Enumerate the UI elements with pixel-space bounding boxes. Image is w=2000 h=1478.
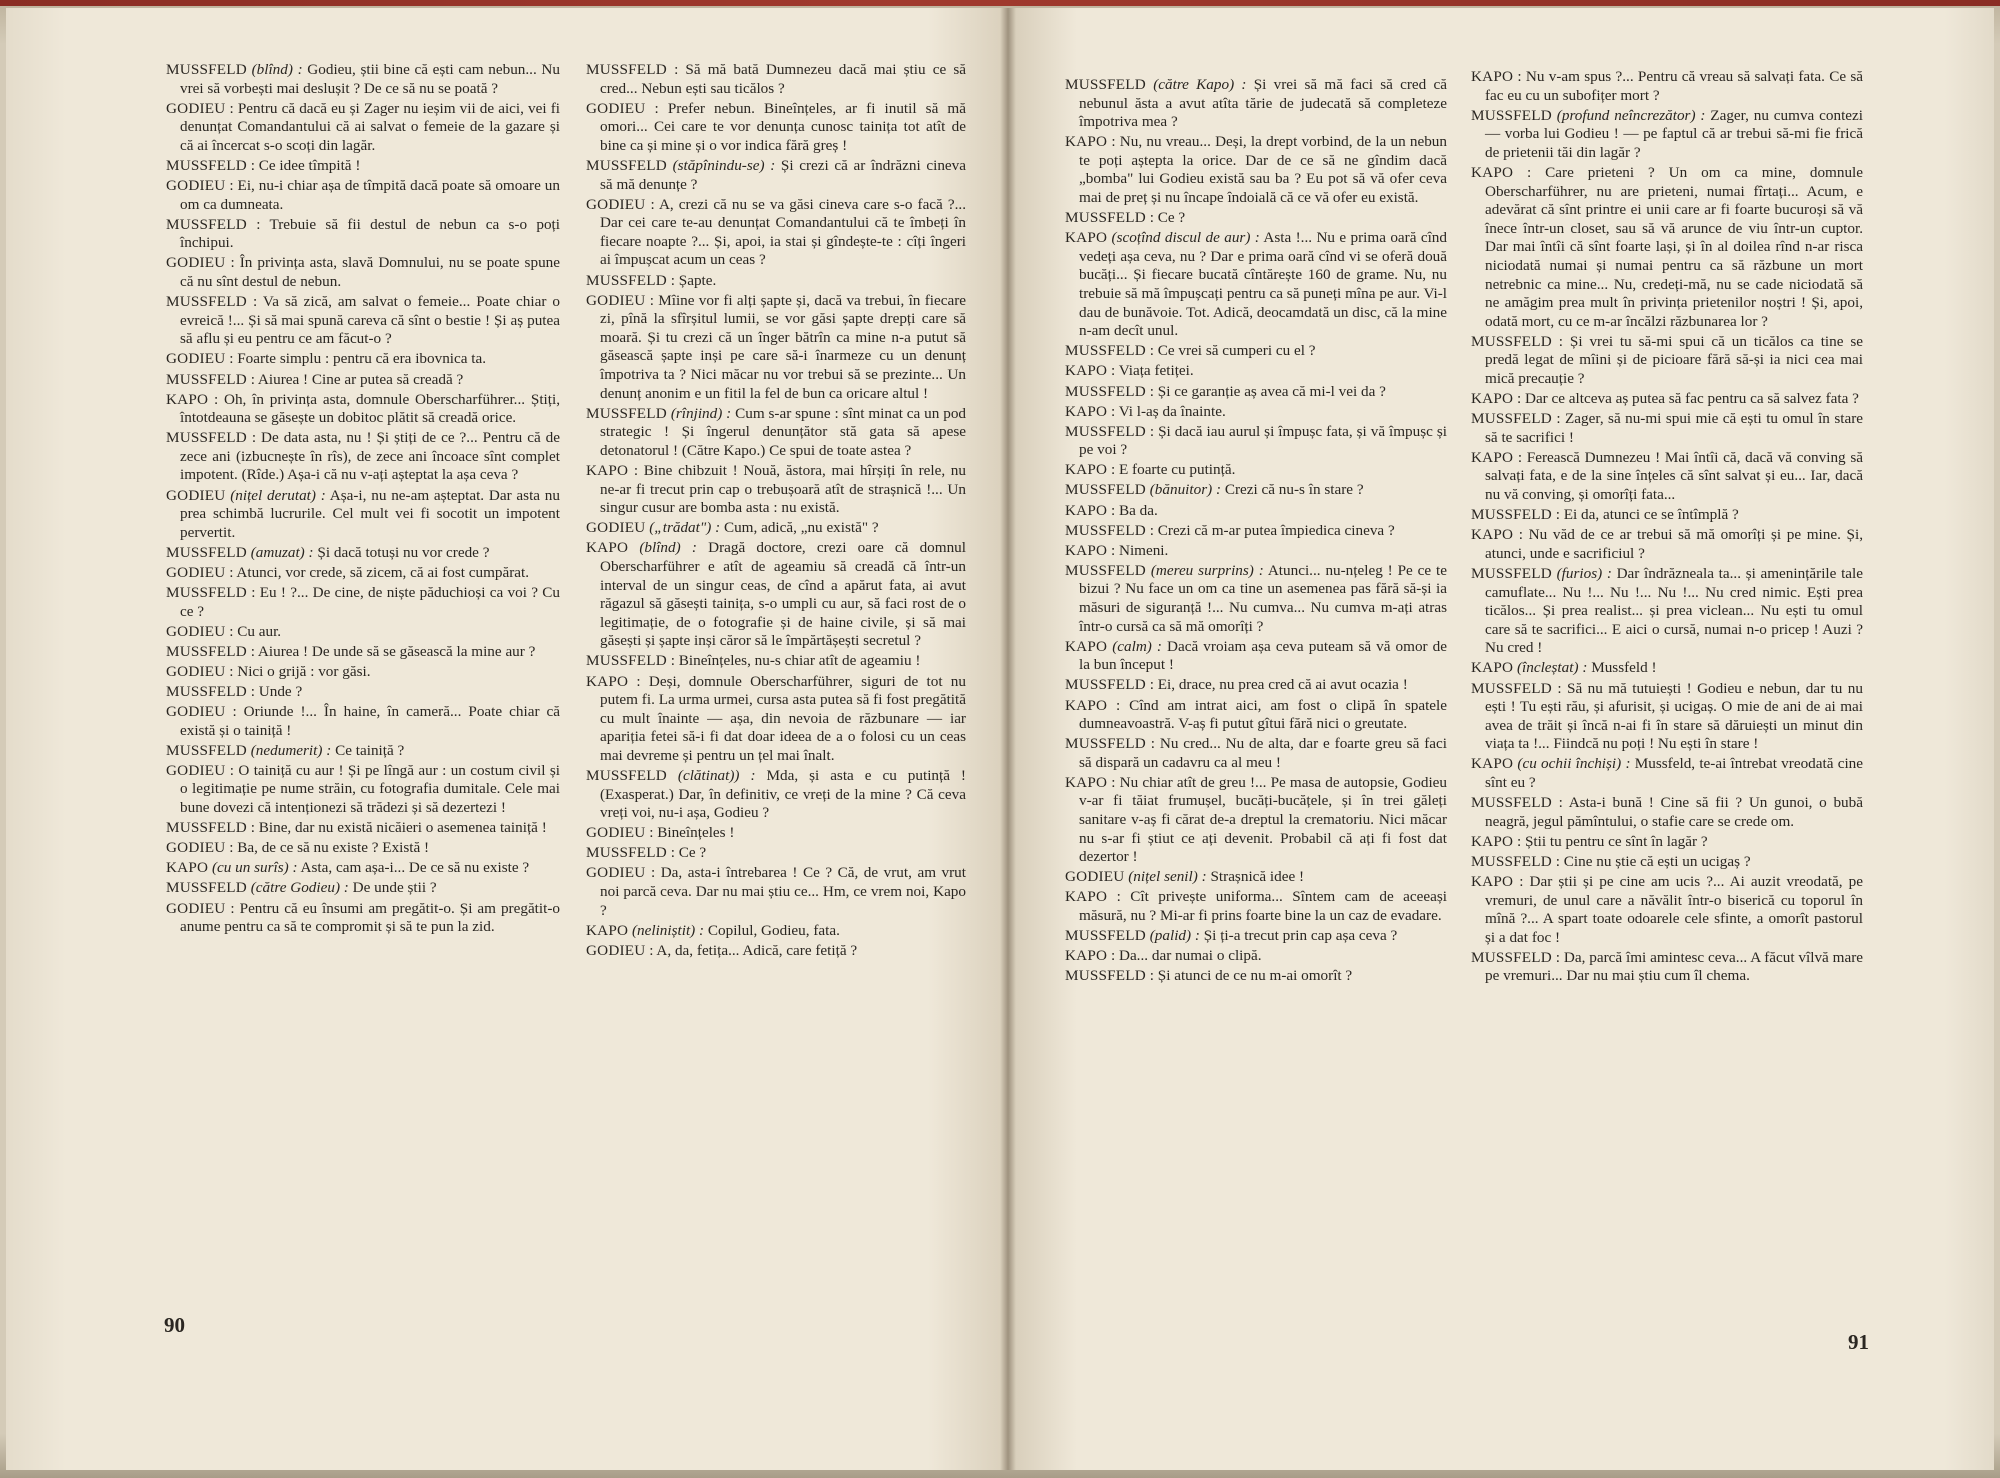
dialogue-text: : Nimeni. xyxy=(1107,541,1169,559)
dialogue-text: : E foarte cu putință. xyxy=(1107,461,1236,479)
speaker-name: MUSSFELD xyxy=(1065,382,1146,400)
dialogue-text: : De data asta, nu ! Și știți de ce ?... Pentru că de zece ani (izbucnește în rîs), de zece ani încoace sînt complet impotent. (Rîde.) Așa-i că nu v-ați așteptat la așa ceva ? xyxy=(180,429,560,484)
dialogue-line xyxy=(1065,423,1447,460)
speaker-name: KAPO xyxy=(1065,773,1108,791)
dialogue-text: : Dar ce altceva aș putea să fac pentru ca să salvez fata ? xyxy=(1513,390,1859,408)
stage-direction: („trădat") : xyxy=(649,519,721,537)
dialogue-text: : Pentru că dacă eu și Zager nu ieșim vii de aici, vei fi denunțat Comandantului că ai salvat o femeie de la gazare și că ai încercat s-o scoți din lagăr. xyxy=(180,99,560,154)
dialogue-line xyxy=(1065,76,1447,132)
dialogue-line xyxy=(166,742,560,761)
speaker-name: MUSSFELD xyxy=(1471,564,1552,582)
speaker-name: KAPO xyxy=(1471,872,1514,890)
speaker-name: KAPO xyxy=(1065,229,1108,247)
dialogue-text: : Viața fetiței. xyxy=(1107,362,1194,380)
dialogue-text: : Nu cred... Nu de alta, dar e foarte greu să faci să dispară un cadavru ca al meu ! xyxy=(1079,735,1447,771)
speaker-name: GODIEU xyxy=(166,254,226,272)
speaker-name: GODIEU xyxy=(1065,868,1125,886)
stage-direction: (mereu surprins) : xyxy=(1150,561,1264,579)
dialogue-text: Copilul, Godieu, fata. xyxy=(704,921,840,939)
dialogue-text: : Ei, drace, nu prea cred că ai avut ocazia ! xyxy=(1145,676,1408,694)
book-gutter xyxy=(1000,8,1016,1470)
speaker-name: MUSSFELD xyxy=(586,844,667,862)
dialogue-line xyxy=(1065,522,1447,541)
dialogue-text: : Crezi că m-ar putea împiedica cineva ? xyxy=(1145,521,1395,539)
dialogue-text: : Ce vrei să cumperi cu el ? xyxy=(1145,342,1316,360)
dialogue-text: Zager, nu cumva contezi — vorba lui Godieu ! — pe faptul că ar trebui să-mi fie frică de prietenii tăi din lagăr ? xyxy=(1485,106,1863,161)
dialogue-line xyxy=(586,539,966,651)
dialogue-line xyxy=(166,762,560,818)
dialogue-text: Strașnică idee ! xyxy=(1206,868,1305,886)
dialogue-line xyxy=(586,844,966,863)
dialogue-text: : Să mă bată Dumnezeu dacă mai știu ce să cred... Nebun ești sau ticălos ? xyxy=(600,61,966,97)
dialogue-line xyxy=(586,292,966,404)
dialogue-line xyxy=(1065,133,1447,207)
dialogue-text: : Prefer nebun. Bineînțeles, ar fi inutil să mă omori... Cei care te vor denunța cunosc tainița tot atît de bine ca și mine și o vor indica fără greș ! xyxy=(600,99,966,154)
speaker-name: KAPO xyxy=(1471,163,1514,181)
dialogue-line xyxy=(166,900,560,937)
dialogue-line xyxy=(586,61,966,98)
stage-direction: (furios) : xyxy=(1556,564,1612,582)
speaker-name: KAPO xyxy=(1065,947,1108,965)
dialogue-text: Godieu, știi bine că ești cam nebun... Nu vrei să vorbești mai deslușit ? De ce să nu se poată ? xyxy=(180,61,560,97)
dialogue-text: : Ce ? xyxy=(666,844,707,862)
dialogue-line xyxy=(1471,449,1863,505)
stage-direction: (nițel senil) : xyxy=(1128,868,1207,886)
dialogue-line xyxy=(1471,506,1863,525)
right-page xyxy=(1008,8,1994,1470)
dialogue-text: : Ei, nu-i chiar așa de tîmpită dacă poate să omoare un om ca dumneata. xyxy=(180,177,560,213)
dialogue-text: : Ei da, atunci ce se întîmplă ? xyxy=(1551,506,1739,524)
dialogue-line xyxy=(166,391,560,428)
dialogue-text: : Zager, să nu-mi spui mie că ești tu omul în stare să te sacrifici ! xyxy=(1485,410,1863,446)
dialogue-line xyxy=(166,879,560,898)
speaker-name: MUSSFELD xyxy=(1065,481,1146,499)
speaker-name: KAPO xyxy=(586,921,629,939)
speaker-name: MUSSFELD xyxy=(1065,927,1146,945)
speaker-name: KAPO xyxy=(1065,888,1108,906)
dialogue-line xyxy=(1471,949,1863,986)
dialogue-text: : Cu aur. xyxy=(225,622,282,640)
dialogue-text: : Nu, nu vreau... Deși, la drept vorbind, de la un nebun te poți aștepta la orice. Dar de ce să ne gîndim dacă „bomba" lui Godieu există sau ba ? Eu pot să vă ofer ceva mai de preț și nu încape îndoială că ce vă ofer eu există. xyxy=(1079,133,1447,207)
stage-direction: (nedumerit) : xyxy=(250,741,332,759)
dialogue-line xyxy=(1471,873,1863,947)
dialogue-text: : Ce idee tîmpită ! xyxy=(246,156,361,174)
speaker-name: GODIEU xyxy=(166,839,226,857)
dialogue-line xyxy=(1065,947,1447,966)
dialogue-line xyxy=(1471,659,1863,678)
speaker-name: KAPO xyxy=(1471,755,1514,773)
dialogue-line xyxy=(166,157,560,176)
speaker-name: KAPO xyxy=(1471,526,1514,544)
dialogue-text: : Aiurea ! De unde să se găsească la mine aur ? xyxy=(246,642,536,660)
dialogue-line xyxy=(586,272,966,291)
dialogue-line xyxy=(166,293,560,349)
speaker-name: MUSSFELD xyxy=(1471,506,1552,524)
dialogue-line xyxy=(1065,502,1447,521)
right-page-column-2 xyxy=(1471,68,1863,988)
dialogue-text: : Și vrei tu să-mi spui că un ticălos ca tine se predă legat de mîini și de picioare fără să-și ia nici cea mai mică precauție ? xyxy=(1485,332,1863,387)
speaker-name: KAPO xyxy=(1471,659,1514,677)
dialogue-text: : Cînd am intrat aici, am fost o clipă în spatele dumneavoastră. V-aș fi putut gîtui fără nici o greutate. xyxy=(1079,696,1447,733)
dialogue-text: Dragă doctore, crezi oare că domnul Oberscharführer e atît de ageamiu să creadă că într-un interval de un singur ceas, de cînd a apărut fata, ai avut răgazul să găsești tainița, s-o umpli cu aur, să faci rost de o legitimație, de o fotografie și de haine civile, și să mai găsești și șapte inși căror să le împărtășești secretul ? xyxy=(600,539,966,650)
speaker-name: MUSSFELD xyxy=(166,543,247,561)
speaker-name: MUSSFELD xyxy=(586,271,667,289)
page-number-right: 91 xyxy=(1848,1330,1869,1354)
stage-direction: (către Kapo) : xyxy=(1153,76,1247,93)
dialogue-text: : Trebuie să fii destul de nebun ca s-o poți închipui. xyxy=(180,215,560,252)
stage-direction: (bănuitor) : xyxy=(1149,481,1222,499)
dialogue-text: : Dar știi și pe cine am ucis ?... Ai auzit vreodată, pe vremuri, de unul care a năvălit într-o biserică cu toporul în mînă ?... A spart toate odoarele cele sfinte, a omorît pastorul și a dat foc ! xyxy=(1485,872,1863,946)
dialogue-text: : Ba, de ce să nu existe ? Există ! xyxy=(225,839,430,857)
dialogue-line xyxy=(166,487,560,543)
stage-direction: (clătinat)) : xyxy=(677,766,756,784)
dialogue-text: : Aiurea ! Cine ar putea să creadă ? xyxy=(246,370,464,388)
dialogue-line xyxy=(586,864,966,920)
dialogue-line xyxy=(166,544,560,563)
speaker-name: KAPO xyxy=(166,390,209,408)
dialogue-text: : Și dacă iau aurul și împușc fata, și vă împușc și pe voi ? xyxy=(1079,422,1447,459)
dialogue-line xyxy=(1471,565,1863,658)
dialogue-text: : Deși, domnule Oberscharführer, siguri de tot nu putem fi. La urma urmei, cursa asta putea să fi fost pregătită cu mult înainte — așa, din nevoia de răzbunare — iar apariția fetei să-i fi dat doar ideea de a o folosi cu un ceas mai devreme și pentru un țel mai înalt. xyxy=(600,672,966,764)
dialogue-text: : Oh, în privința asta, domnule Oberscharführer... Știți, întotdeauna se găsește un dobitoc plătit să creadă orice. xyxy=(180,390,560,427)
speaker-name: GODIEU xyxy=(586,824,646,842)
dialogue-text: : Bineînțeles, nu-s chiar atît de ageamiu ! xyxy=(666,652,921,670)
stage-direction: (cu ochii închiși) : xyxy=(1517,755,1631,773)
left-page-column-2 xyxy=(586,61,966,962)
speaker-name: MUSSFELD xyxy=(1471,332,1552,350)
speaker-name: KAPO xyxy=(586,539,629,557)
speaker-name: KAPO xyxy=(1065,501,1108,519)
dialogue-line xyxy=(166,429,560,485)
dialogue-text: Și vrei să mă faci să cred că nebunul ăsta a avut atîta tărie de judecată să completeze împotriva mea ? xyxy=(1079,76,1448,131)
dialogue-line xyxy=(166,703,560,740)
dialogue-text: Atunci... nu-nțeleg ! Pe ce te bizui ? Nu face un om ca tine un asemenea pas fără să-și ia măsuri de siguranță !... Nu cumva... Nu cumva m-ați atras într-o cursă ca să mă omorîți ? xyxy=(1079,561,1447,635)
dialogue-line xyxy=(1065,735,1447,772)
dialogue-text: Asta, cam așa-i... De ce să nu existe ? xyxy=(297,859,530,877)
dialogue-line xyxy=(586,405,966,461)
right-page-column-1 xyxy=(1065,76,1447,987)
dialogue-text: Cum, adică, „nu există" ? xyxy=(720,519,879,537)
dialogue-line xyxy=(586,519,966,538)
dialogue-line xyxy=(1471,410,1863,447)
dialogue-line xyxy=(586,157,966,194)
dialogue-line xyxy=(1065,774,1447,867)
speaker-name: GODIEU xyxy=(166,177,226,195)
speaker-name: MUSSFELD xyxy=(1065,676,1146,694)
speaker-name: MUSSFELD xyxy=(166,429,247,447)
dialogue-text: Mussfeld, te-ai întrebat vreodată cine sînt eu ? xyxy=(1485,755,1863,791)
dialogue-line xyxy=(1065,481,1447,500)
dialogue-text: : Ba da. xyxy=(1107,501,1158,519)
dialogue-text: : Atunci, vor crede, să zicem, că ai fost cumpărat. xyxy=(225,563,530,581)
dialogue-line xyxy=(166,683,560,702)
dialogue-text: : Da, parcă îmi amintesc ceva... A făcut vîlvă mare pe vremuri... Dar nu mai știu cum îl chema. xyxy=(1485,948,1863,985)
dialogue-text: : Pentru că eu însumi am pregătit-o. Și am pregătit-o anume pentru ca să te compromit și să te pun la zid. xyxy=(180,899,560,936)
dialogue-text: Și dacă totuși nu vor crede ? xyxy=(313,543,490,561)
dialogue-line xyxy=(166,254,560,291)
speaker-name: GODIEU xyxy=(166,350,226,368)
dialogue-line xyxy=(1065,967,1447,986)
dialogue-line xyxy=(166,564,560,583)
dialogue-text: : Știi tu pentru ce sînt în lagăr ? xyxy=(1513,832,1708,850)
dialogue-line xyxy=(1471,853,1863,872)
speaker-name: GODIEU xyxy=(586,99,646,117)
dialogue-line xyxy=(1065,638,1447,675)
stage-direction: (către Godieu) : xyxy=(250,879,349,897)
dialogue-text: Dar îndrăzneala ta... și amenințările tale camuflate... Nu !... Nu !... Nu !... Nu cred nimic. Ești prea ticălos... Și prea realist... și prea viclean... Nu ești tu omul care să te sacrifici... E aici o cursă, numai n-o pricep ! Auzi ? Nu cred ! xyxy=(1485,564,1863,657)
dialogue-text: : Ce ? xyxy=(1145,209,1186,227)
dialogue-line xyxy=(586,767,966,823)
dialogue-line xyxy=(166,623,560,642)
dialogue-line xyxy=(1471,680,1863,754)
dialogue-line xyxy=(166,216,560,253)
dialogue-text: : Cine nu știe că ești un ucigaș ? xyxy=(1551,852,1751,870)
dialogue-line xyxy=(166,584,560,621)
stage-direction: (blînd) : xyxy=(639,539,697,557)
dialogue-text: : Foarte simplu : pentru că era ibovnica ta. xyxy=(225,350,487,368)
speaker-name: KAPO xyxy=(1065,696,1108,714)
speaker-name: GODIEU xyxy=(586,864,646,882)
dialogue-text: : Cît privește uniforma... Sîntem cam de aceeași măsură, nu ? Mi-ar fi prins foarte bine la un caz de evadare. xyxy=(1079,888,1447,925)
stage-direction: (palid) : xyxy=(1149,927,1200,945)
dialogue-line xyxy=(1065,362,1447,381)
stage-direction: (nițel derutat) : xyxy=(230,486,326,504)
left-page-column-1 xyxy=(166,61,560,938)
speaker-name: MUSSFELD xyxy=(1065,521,1146,539)
dialogue-line xyxy=(586,922,966,941)
dialogue-line xyxy=(166,643,560,662)
speaker-name: MUSSFELD xyxy=(586,766,667,784)
speaker-name: GODIEU xyxy=(586,941,646,959)
dialogue-line xyxy=(166,177,560,214)
speaker-name: MUSSFELD xyxy=(1065,76,1146,93)
speaker-name: MUSSFELD xyxy=(166,741,247,759)
speaker-name: GODIEU xyxy=(586,519,646,537)
dialogue-line xyxy=(166,350,560,369)
stage-direction: (stăpînindu-se) : xyxy=(672,156,776,174)
dialogue-text: : Nu chiar atît de greu !... Pe masa de autopsie, Godieu v-ar fi tăiat frumușel, bucăți-bucățele, și în trei găleți sanitare v-aș fi cărat de-a dreptul la crematoriu. Nici măcar nu s-ar fi știut ce ați devenit. Probabil că ați fi fost dat dezertor ! xyxy=(1079,773,1447,866)
stage-direction: (neliniștit) : xyxy=(631,921,705,939)
speaker-name: KAPO xyxy=(1065,637,1108,655)
dialogue-text: : Ferească Dumnezeu ! Mai întîi că, dacă vă conving să salvați fata, e de la sine înțeles că sînt salvat și eu... Iar, dacă nu vă conving, și omorîți fata... xyxy=(1485,448,1863,504)
speaker-name: MUSSFELD xyxy=(166,819,247,837)
dialogue-text: Și crezi că ar îndrăzni cineva să mă denunțe ? xyxy=(600,156,967,193)
stage-direction: (încleștat) : xyxy=(1516,659,1588,677)
dialogue-text: De unde știi ? xyxy=(348,879,437,897)
dialogue-line xyxy=(166,819,560,838)
speaker-name: MUSSFELD xyxy=(166,293,247,311)
dialogue-line xyxy=(586,673,966,766)
dialogue-text: : Eu ! ?... De cine, de niște păduchioși ca voi ? Cu ce ? xyxy=(180,584,560,620)
stage-direction: (profund neîncrezător) : xyxy=(1556,106,1706,124)
dialogue-line xyxy=(1471,526,1863,563)
dialogue-text: Ce tainiță ? xyxy=(331,741,405,759)
dialogue-line xyxy=(1471,390,1863,409)
speaker-name: MUSSFELD xyxy=(166,156,247,174)
speaker-name: MUSSFELD xyxy=(1471,794,1552,812)
dialogue-line xyxy=(586,942,966,961)
dialogue-line xyxy=(1065,888,1447,925)
dialogue-text: : Șapte. xyxy=(666,271,717,289)
speaker-name: MUSSFELD xyxy=(1065,342,1146,360)
speaker-name: KAPO xyxy=(586,672,629,690)
speaker-name: KAPO xyxy=(1065,362,1108,380)
dialogue-text: : Și ce garanție aș avea că mi-l vei da ? xyxy=(1145,382,1386,400)
speaker-name: KAPO xyxy=(1065,402,1108,420)
dialogue-line xyxy=(1471,755,1863,792)
dialogue-line xyxy=(1471,68,1863,105)
dialogue-line xyxy=(586,462,966,518)
dialogue-line xyxy=(1471,794,1863,831)
speaker-name: MUSSFELD xyxy=(586,61,667,78)
dialogue-text: : Și atunci de ce nu m-ai omorît ? xyxy=(1145,967,1353,985)
dialogue-text: : Bine, dar nu există nicăieri o asemenea tainiță ! xyxy=(246,819,547,837)
dialogue-line xyxy=(1065,342,1447,361)
dialogue-text: : Nici o grijă : vor găsi. xyxy=(225,662,371,680)
speaker-name: MUSSFELD xyxy=(166,215,247,233)
speaker-name: GODIEU xyxy=(166,703,226,721)
dialogue-line xyxy=(1471,107,1863,163)
dialogue-text: : Va să zică, am salvat o femeie... Poate chiar o evreică !... Și să mai spună careva că sînt o bestie ! Și aș putea să aflu și eu pentru ce am făcut-o ? xyxy=(180,293,560,348)
dialogue-line xyxy=(1065,927,1447,946)
speaker-name: GODIEU xyxy=(166,486,226,504)
dialogue-line xyxy=(1471,164,1863,331)
speaker-name: GODIEU xyxy=(166,622,226,640)
dialogue-text: Mussfeld ! xyxy=(1587,659,1657,677)
dialogue-text: : În privința asta, slavă Domnului, nu se poate spune că nu sînt destul de nebun. xyxy=(180,254,560,291)
speaker-name: GODIEU xyxy=(166,99,226,117)
speaker-name: MUSSFELD xyxy=(1471,410,1552,428)
dialogue-line xyxy=(166,100,560,156)
speaker-name: MUSSFELD xyxy=(166,370,247,388)
dialogue-text: Și ți-a trecut prin cap așa ceva ? xyxy=(1199,927,1398,945)
speaker-name: MUSSFELD xyxy=(1471,948,1552,966)
dialogue-line xyxy=(586,100,966,156)
dialogue-line xyxy=(166,663,560,682)
speaker-name: MUSSFELD xyxy=(1471,852,1552,870)
speaker-name: GODIEU xyxy=(166,899,226,917)
speaker-name: MUSSFELD xyxy=(166,879,247,897)
dialogue-text: : Bineînțeles ! xyxy=(645,824,735,842)
dialogue-text: Așa-i, nu ne-am așteptat. Dar asta nu prea schimbă lucrurile. Cel mult vei fi socotit un impotent pervertit. xyxy=(180,486,560,541)
dialogue-line xyxy=(1065,403,1447,422)
dialogue-line xyxy=(1471,833,1863,852)
dialogue-line xyxy=(586,196,966,270)
speaker-name: MUSSFELD xyxy=(166,584,247,602)
dialogue-line xyxy=(1065,542,1447,561)
speaker-name: MUSSFELD xyxy=(586,156,667,174)
dialogue-text: Crezi că nu-s în stare ? xyxy=(1221,481,1364,499)
speaker-name: MUSSFELD xyxy=(1471,679,1552,697)
speaker-name: KAPO xyxy=(1471,832,1514,850)
dialogue-text: : Nu văd de ce ar trebui să mă omorîți și pe mine. Și, atunci, unde e sacrificiul ? xyxy=(1485,526,1863,562)
dialogue-text: : Vi l-aș da înainte. xyxy=(1107,402,1226,420)
speaker-name: KAPO xyxy=(586,461,629,479)
speaker-name: KAPO xyxy=(1471,68,1514,85)
dialogue-text: : Da... dar numai o clipă. xyxy=(1107,947,1262,965)
speaker-name: GODIEU xyxy=(586,195,646,213)
dialogue-text: Mda, și asta e cu putință ! (Exasperat.) Dar, în definitiv, ce vreți de la mine ? Că ceva vreți voi, nu-i așa, Godieu ? xyxy=(600,766,966,822)
book-cover-edge xyxy=(0,0,2000,6)
dialogue-line xyxy=(586,652,966,671)
stage-direction: (amuzat) : xyxy=(250,543,314,561)
speaker-name: GODIEU xyxy=(166,662,226,680)
dialogue-line xyxy=(166,371,560,390)
page-number-left: 90 xyxy=(164,1313,185,1337)
dialogue-text: : O tainiță cu aur ! Și pe lîngă aur : un costum civil și o legitimație pe nume străin, cu fotografia dumitale. Cele mai bune dovezi că intenționezi să trădezi și să dezertezi ! xyxy=(180,761,560,817)
dialogue-text: : Nu v-am spus ?... Pentru că vreau să salvați fata. Ce să fac eu cu un subofițer mort ? xyxy=(1485,68,1863,104)
speaker-name: MUSSFELD xyxy=(1471,106,1552,124)
dialogue-line xyxy=(1065,209,1447,228)
dialogue-text: : Unde ? xyxy=(246,683,303,700)
dialogue-line xyxy=(166,859,560,878)
dialogue-line xyxy=(1065,868,1447,887)
dialogue-text: Dacă vroiam așa ceva puteam să vă omor de la bun început ! xyxy=(1079,637,1448,674)
speaker-name: KAPO xyxy=(1065,461,1108,479)
dialogue-line xyxy=(1065,562,1447,636)
dialogue-text: : Oriunde !... În haine, în cameră... Poate chiar că există și o tainiță ! xyxy=(180,703,560,739)
dialogue-line xyxy=(1471,333,1863,389)
dialogue-line xyxy=(1065,697,1447,734)
dialogue-line xyxy=(166,61,560,98)
dialogue-text: : Care prieteni ? Un om ca mine, domnule Oberscharführer, nu are prieteni, numai fîrtați... Acum, e adevărat că sînt printre ei unii care ar fi foarte bucuroși să vă înece într-un closet, sau să vă arunce de viu într-un cuptor. Dar mai întîi că sînt foarte lași, și în al doilea rînd n-ar risca niciodată numai și numai pentru ca să răzbune un mort netrebnic ca mine... Nu, credeți-mă, nu se cade niciodată să ne amăgim prea mult în privința prietenilor noștri ! Și, apoi, odată mort, cu ce m-ar încălzi răzbunarea lor ? xyxy=(1485,163,1863,330)
dialogue-text: : A, crezi că nu se va găsi cineva care s-o facă ?... Dar cei care te-au denunțat Comandantului că te îmbeți în fiecare noapte ?... Și, apoi, ia stai și gîndește-te : cîți îngeri ai împușcat acum un ceas ? xyxy=(600,195,966,269)
speaker-name: MUSSFELD xyxy=(1065,561,1146,579)
stage-direction: (cu un surîs) : xyxy=(211,859,298,877)
dialogue-text: Asta !... Nu e prima oară cînd vedeți așa ceva, nu ? Dar e prima oară cînd vi se oferă două bucăți... Și fiecare bucată cîntărește 160 de grame. Nu, nu trebuie să mă împușcați pentru ca să puneți mîna pe aur. Vi-l dau de bunăvoie. Tot. Adică, deocamdată un disc, că la mine n-am decît unul. xyxy=(1079,229,1447,340)
speaker-name: MUSSFELD xyxy=(1065,967,1146,985)
speaker-name: MUSSFELD xyxy=(1065,209,1146,227)
dialogue-line xyxy=(1065,229,1447,341)
dialogue-line xyxy=(586,824,966,843)
speaker-name: GODIEU xyxy=(166,761,226,779)
speaker-name: MUSSFELD xyxy=(1065,422,1146,440)
dialogue-text: Cum s-ar spune : sînt minat ca un pod strategic ! Și îngerul denunțător stă gata să apese detonatorul ! (Către Kapo.) Ce spui de toate astea ? xyxy=(600,404,967,459)
dialogue-text: : Da, asta-i întrebarea ! Ce ? Că, de vrut, am vrut noi parcă ceva. Dar nu mai știu ce... Hm, ce vrem noi, Kapo ? xyxy=(600,864,966,919)
stage-direction: (scoțînd discul de aur) : xyxy=(1111,229,1260,247)
stage-direction: (blînd) : xyxy=(251,61,303,78)
speaker-name: MUSSFELD xyxy=(586,652,667,670)
speaker-name: KAPO xyxy=(1471,390,1514,408)
speaker-name: GODIEU xyxy=(166,563,226,581)
speaker-name: MUSSFELD xyxy=(586,404,667,422)
speaker-name: KAPO xyxy=(1065,133,1108,151)
dialogue-text: : A, da, fetița... Adică, care fetiță ? xyxy=(645,941,858,959)
dialogue-text: : Să nu mă tutuiești ! Godieu e nebun, dar tu nu ești ! Tu ești rău, și afurisit, și ucigaș. O mie de ani de ai mai avea de trăit și încă n-ai fi în stare să dăruiești un minut din viața ta !... Fiindcă nu poți ! Nu ești în stare ! xyxy=(1485,679,1863,753)
dialogue-text: : Asta-i bună ! Cine să fii ? Un gunoi, o bubă neagră, jegul pămîntului, o stafie care se crede om. xyxy=(1485,794,1863,830)
speaker-name: MUSSFELD xyxy=(1065,735,1146,753)
speaker-name: GODIEU xyxy=(586,291,646,309)
speaker-name: KAPO xyxy=(166,859,209,877)
speaker-name: KAPO xyxy=(1471,448,1514,466)
speaker-name: KAPO xyxy=(1065,541,1108,559)
speaker-name: MUSSFELD xyxy=(166,61,247,78)
dialogue-line xyxy=(1065,676,1447,695)
left-page xyxy=(6,8,1008,1470)
dialogue-line xyxy=(1065,461,1447,480)
speaker-name: MUSSFELD xyxy=(166,642,247,660)
speaker-name: MUSSFELD xyxy=(166,683,247,700)
dialogue-line xyxy=(166,839,560,858)
stage-direction: (rînjind) : xyxy=(670,404,732,422)
dialogue-text: : Mîine vor fi alți șapte și, dacă va trebui, în fiecare zi, pînă la sfîrșitul lumii, se vor găsi șapte drepți care să moară. Și tu crezi că un înger bătrîn ca mine n-a putut să găsească șapte inși pe care să-i înarmeze cu un denunț împotriva ta ? Nici măcar nu vor trebui să se prezinte... Un denunț anonim e un fitil la fel de bun ca oricare altul ! xyxy=(600,291,966,402)
stage-direction: (calm) : xyxy=(1112,637,1162,655)
dialogue-text: : Bine chibzuit ! Nouă, ăstora, mai hîrșiți în rele, nu ne-ar fi trecut prin cap o trebușoară atît de strașnică !... Un singur cusur are bomba asta : nu există. xyxy=(600,461,966,517)
dialogue-line xyxy=(1065,383,1447,402)
